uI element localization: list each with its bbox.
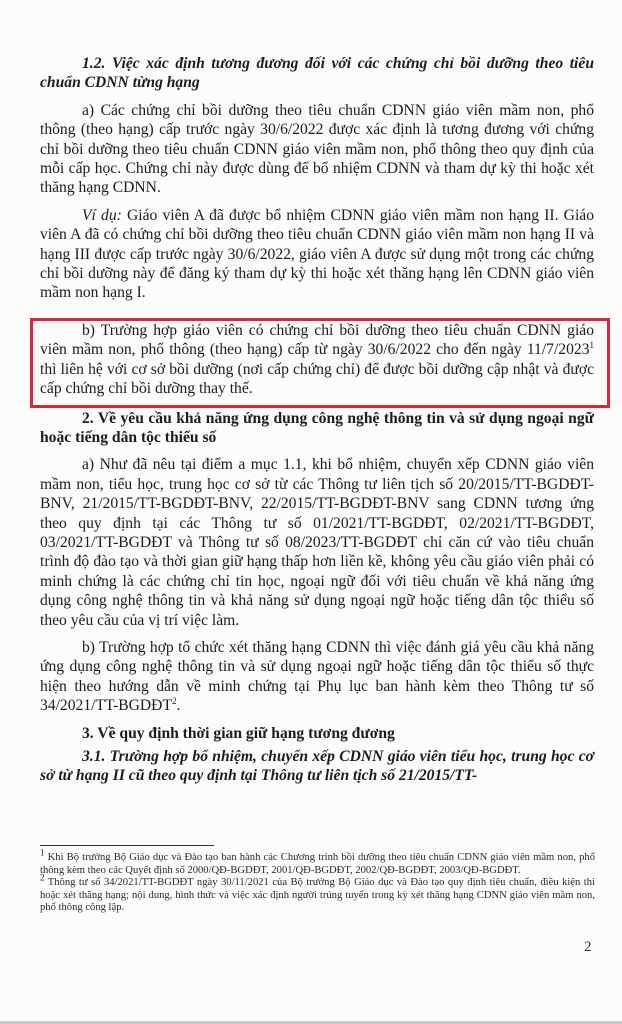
page-body — [40, 54, 594, 786]
paragraph-2-b — [40, 638, 594, 716]
paragraph-2-a: a) Như đã nêu tại điểm a mục 1.1, khi bổ nhiệm, chuyển xếp CDNN giáo viên mầm non, tiểu học, trung học cơ sở từ các Thông tư liên tịch số 20/2015/TT-BGDĐT-BNV, 21/2015/TT-BGDĐT-BNV, 22/2015/TT-BGDĐT-BNV sang CDNN tương ứng theo quy định tại các Thông tư số 01/2021/TT-BGDĐT, 02/2021/TT-BGDĐT, 03/2021/TT-BGDĐT và Thông tư số 08/2023/TT-BGDĐT chỉ căn cứ vào tiêu chuẩn trình độ đào tạo và thời gian giữ hạng thấp hơn liền kề, không yêu cầu giáo viên phải có minh chứng là các chứng chỉ tin học, ngoại ngữ đối với tiêu chuẩn về khả năng ứng dụng công nghệ thông tin và khả năng sử dụng ngoại ngữ hoặc tiếng dân tộc thiểu số theo yêu cầu của vị trí việc làm. — [40, 456, 594, 629]
footnote-1-text: Khi Bộ trưởng Bộ Giáo dục và Đào tạo ban hành các Chương trình bồi dưỡng theo tiêu chuẩn CDNN giáo viên mầm non, phổ thông kèm theo các Quyết định số 2000/QĐ-BGDĐT, 2001/QĐ-BGDĐT, 2002/QĐ-BGDĐT, 2003/QĐ-BGDĐT. — [40, 852, 595, 876]
heading-section-3-1: 3.1. Trường hợp bổ nhiệm, chuyển xếp CDNN giáo viên tiểu học, trung học cơ sở từ hạng II cũ theo quy định tại Thông tư liên tịch số 21/2015/TT- — [40, 748, 594, 785]
footnotes — [40, 847, 595, 915]
footnote-2-text: Thông tư số 34/2021/TT-BGDĐT ngày 30/11/2021 của Bộ trưởng Bộ Giáo dục và Đào tạo quy định tiêu chuẩn, điều kiện thi hoặc xét thăng hạng; nội dung, hình thức và việc xác định người trúng tuyển trong kỳ xét thăng hạng CDNN giáo viên mầm non, phổ thông công lập. — [40, 877, 595, 914]
para-2b-end: . — [176, 697, 181, 715]
example-label: Ví dụ: — [82, 206, 122, 224]
para-b-text-2: thì liên hệ với cơ sở bồi dưỡng (nơi cấp chứng chỉ) để được bồi dưỡng cập nhật và được cấp chứng chỉ bồi dưỡng thay thế. — [40, 360, 594, 398]
footnote-ref-1[interactable]: 1 — [589, 340, 594, 351]
footnote-2-marker: 2 — [40, 872, 45, 883]
footnote-ref-2[interactable]: 2 — [171, 696, 177, 706]
footnote-1 — [40, 847, 595, 877]
footnote-divider — [40, 845, 214, 846]
heading-section-2: 2. Về yêu cầu khả năng ứng dụng công nghệ thông tin và sử dụng ngoại ngữ hoặc tiếng dân tộc thiểu số — [40, 409, 594, 446]
footnote-2 — [40, 872, 595, 915]
heading-section-3: 3. Về quy định thời gian giữ hạng tương đương — [82, 724, 395, 742]
footnote-1-marker: 1 — [40, 847, 45, 858]
heading-section-1-2: 1.2. Việc xác định tương đương đối với các chứng chỉ bồi dưỡng theo tiêu chuẩn CDNN từng hạng — [40, 55, 594, 92]
paragraph-1-2-a: a) Các chứng chỉ bồi dưỡng theo tiêu chuẩn CDNN giáo viên mầm non, phổ thông (theo hạng) cấp trước ngày 30/6/2022 được xác định là tương đương với chứng chỉ bồi dưỡng theo tiêu chuẩn CDNN giáo viên mầm non, phổ thông theo quy định của mỗi cấp học. Chứng chỉ này được dùng để bổ nhiệm CDNN và tham dự kỳ thi hoặc xét thăng hạng CDNN. — [40, 101, 594, 197]
paragraph-1-2-b-highlighted — [40, 317, 594, 405]
page-number: 2 — [584, 939, 592, 955]
para-2b-text: b) Trường hợp tổ chức xét thăng hạng CDNN thì việc đánh giá yêu cầu khả năng ứng dụng công nghệ thông tin và sử dụng ngoại ngữ hoặc tiếng dân tộc thiểu số thực hiện theo hướng dẫn về minh chứng tại Phụ lục ban hành kèm theo Thông tư số 34/2021/TT-BGDĐT — [40, 638, 594, 715]
para-b-text-1: b) Trường hợp giáo viên có chứng chỉ bồi dưỡng theo tiêu chuẩn CDNN giáo viên mầm non, phổ thông (theo hạng) cấp từ ngày 30/6/2022 cho đến ngày 11/7/2023 — [40, 321, 594, 359]
paragraph-example — [40, 206, 594, 303]
example-text: Giáo viên A đã được bổ nhiệm CDNN giáo viên mầm non hạng II. Giáo viên A đã có chứng chỉ bồi dưỡng theo tiêu chuẩn CDNN giáo viên mầm non hạng II và hạng III được cấp trước ngày 30/6/2022, giáo viên A được sử dụng một trong các chứng chỉ bồi dưỡng này để đăng ký tham dự kỳ thi hoặc xét thăng hạng lên CDNN giáo viên mầm non hạng I. — [40, 206, 594, 302]
